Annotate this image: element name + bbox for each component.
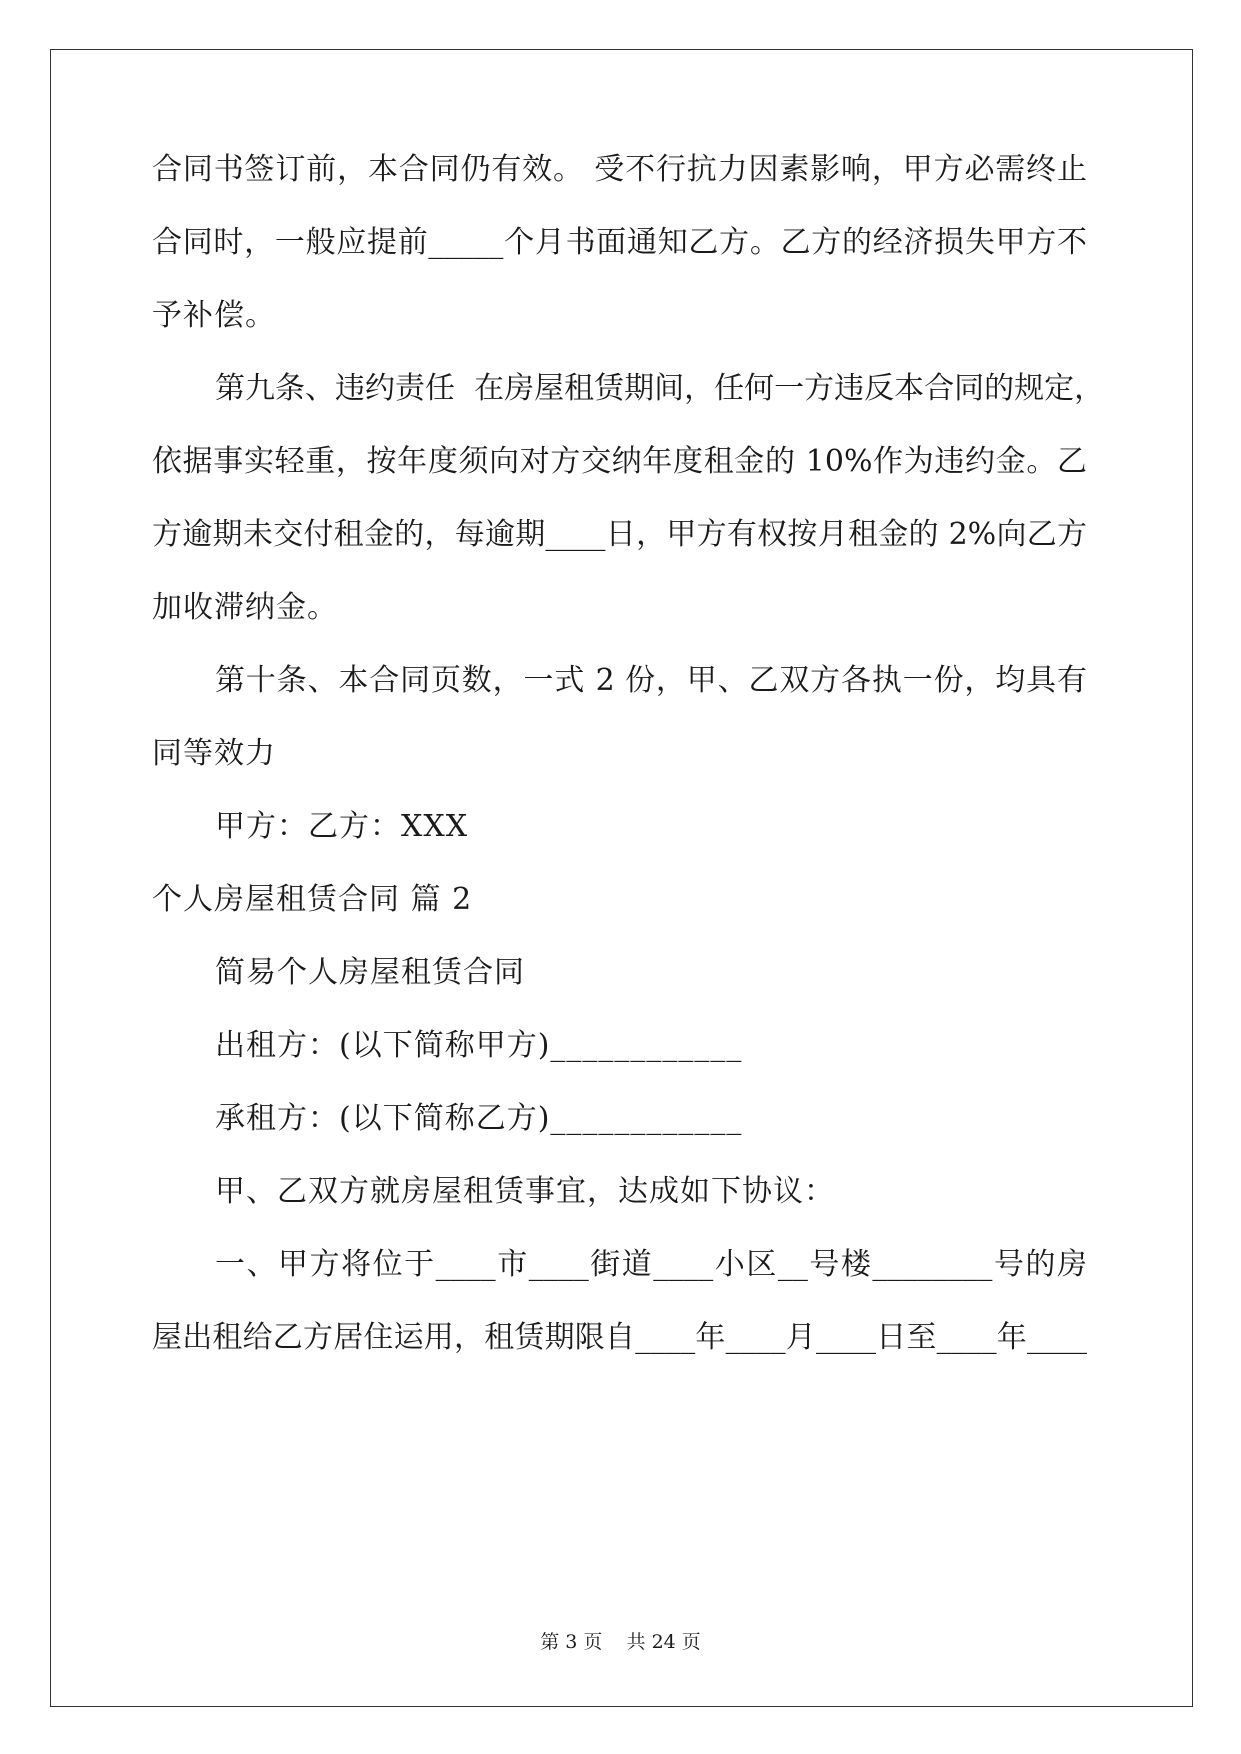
text-line: 加收滞纳金。: [152, 590, 338, 625]
section-heading: 个人房屋租赁合同 篇 2: [152, 882, 473, 917]
text-line: 屋出租给乙方居住运用，租赁期限自____年____月____日至____年____: [152, 1320, 1087, 1355]
text-line: 合同书签订前，本合同仍有效。 受不行抗力因素影响，甲方必需终止: [152, 152, 1087, 187]
text-line: 一、甲方将位于____市____街道____小区__号楼________号的房: [215, 1247, 1087, 1282]
text-line: 第十条、本合同页数，一式 2 份，甲、乙双方各执一份，均具有: [215, 663, 1087, 698]
page-number: 第 3 页 共 24 页: [540, 1631, 701, 1653]
lessee-line: 承租方：(以下简称乙方)____________: [215, 1101, 743, 1136]
text-line: 合同时，一般应提前_____个月书面通知乙方。乙方的经济损失甲方不: [152, 225, 1087, 260]
contract-title: 简易个人房屋租赁合同: [215, 955, 525, 990]
text-line: 予补偿。: [152, 298, 276, 333]
text-line: 同等效力: [152, 736, 276, 771]
text-line: 第九条、违约责任 在房屋租赁期间，任何一方违反本合同的规定，: [215, 371, 1105, 406]
signature-line: 甲方：乙方：XXX: [215, 809, 469, 844]
lessor-line: 出租方：(以下简称甲方)____________: [215, 1028, 743, 1063]
text-line: 方逾期未交付租金的，每逾期____日，甲方有权按月租金的 2%向乙方: [152, 517, 1087, 552]
text-line: 依据事实轻重，按年度须向对方交纳年度租金的 10%作为违约金。乙: [152, 444, 1087, 479]
text-line: 甲、乙双方就房屋租赁事宜，达成如下协议：: [215, 1174, 835, 1209]
